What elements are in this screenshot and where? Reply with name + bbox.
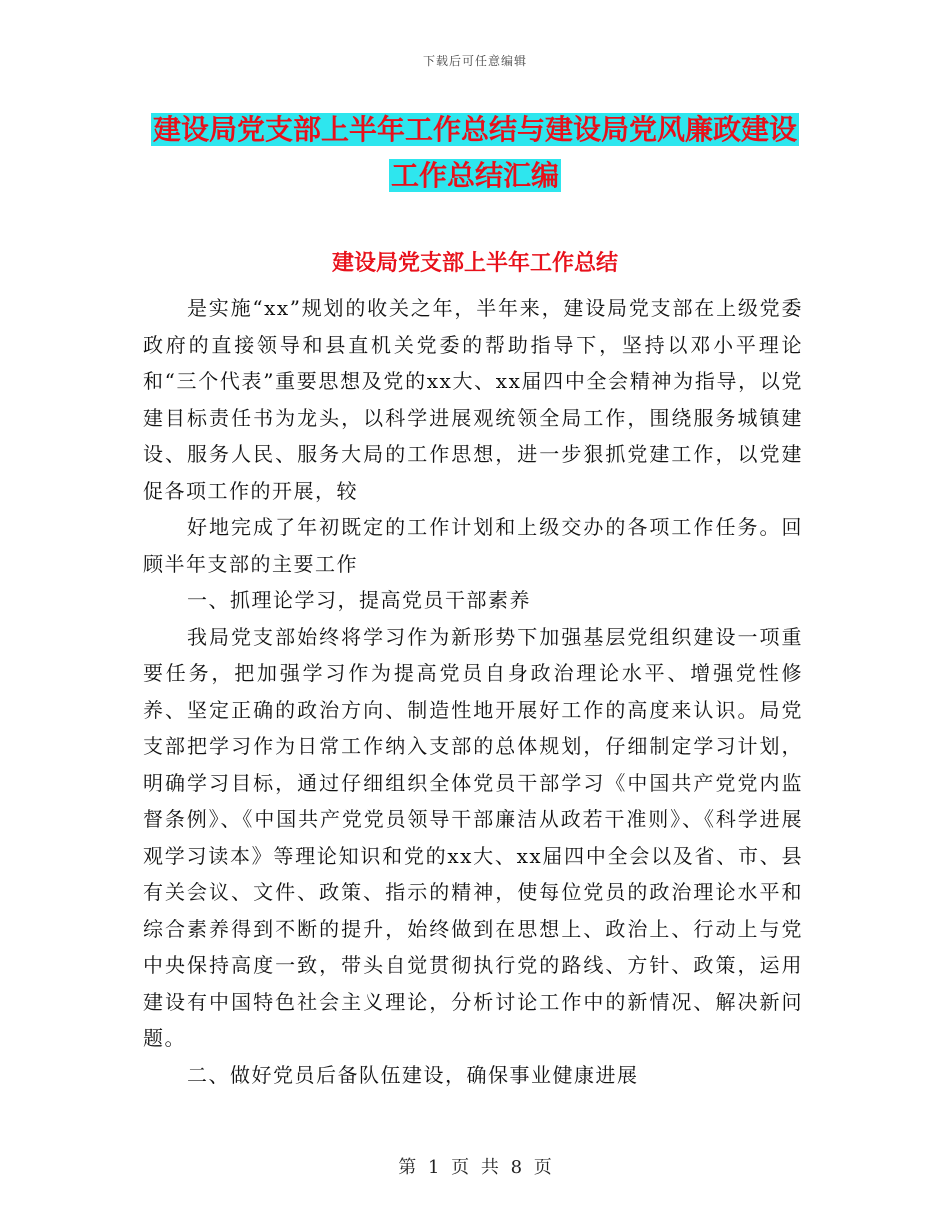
document-body — [143, 290, 803, 1093]
header-note: 下载后可任意编辑 — [422, 54, 527, 68]
section-title: 建设局党支部上半年工作总结 — [331, 250, 618, 276]
paragraph-theory-study: 我局党支部始终将学习作为新形势下加强基层党组织建设一项重要任务，把加强学习作为提高党员自身政治理论水平、增强党性修养、坚定正确的政治方向、制造性地开展好工作的高度来认识。局党支部把学习作为日常工作纳入支部的总体规划，仔细制定学习计划，明确学习目标，通过仔细组织全体党员干部学习《中国共产党党内监督条例》、《中国共产党党员领导干部廉洁从政若干准则》、《科学进展观学习读本》等理论知识和党的xx大、xx届四中全会以及省、市、县有关会议、文件、政策、指示的精神，使每位党员的政治理论水平和综合素养得到不断的提升，始终做到在思想上、政治上、行动上与党中央保持高度一致，带头自觉贯彻执行党的路线、方针、政策，运用建设有中国特色社会主义理论，分析讨论工作中的新情况、解决新问题。 — [143, 624, 803, 1050]
page-footer: 第 1 页 共 8 页 — [398, 1157, 552, 1178]
paragraph-intro: 是实施“xx”规划的收关之年，半年来，建设局党支部在上级党委政府的直接领导和县直机关党委的帮助指导下，坚持以邓小平理论和“三个代表”重要思想及党的xx大、xx届四中全会精神为指导，以党建目标责任书为龙头，以科学进展观统领全局工作，围绕服务城镇建设、服务人民、服务大局的工作思想，进一步狠抓党建工作，以党建促各项工作的开展，较 — [143, 296, 803, 503]
document-title-line-2 — [0, 156, 950, 196]
heading-reserve-team: 二、做好党员后备队伍建设，确保事业健康进展 — [187, 1062, 639, 1087]
heading-theory-study: 一、抓理论学习，提高党员干部素养 — [187, 588, 531, 612]
paragraph-intro-continued: 好地完成了年初既定的工作计划和上级交办的各项工作任务。回顾半年支部的主要工作 — [143, 515, 803, 576]
document-title-text-1: 建设局党支部上半年工作总结与建设局党风廉政建设 — [152, 113, 797, 146]
document-title-text-2: 工作总结汇编 — [390, 159, 559, 192]
document-title-line-1 — [0, 110, 950, 150]
